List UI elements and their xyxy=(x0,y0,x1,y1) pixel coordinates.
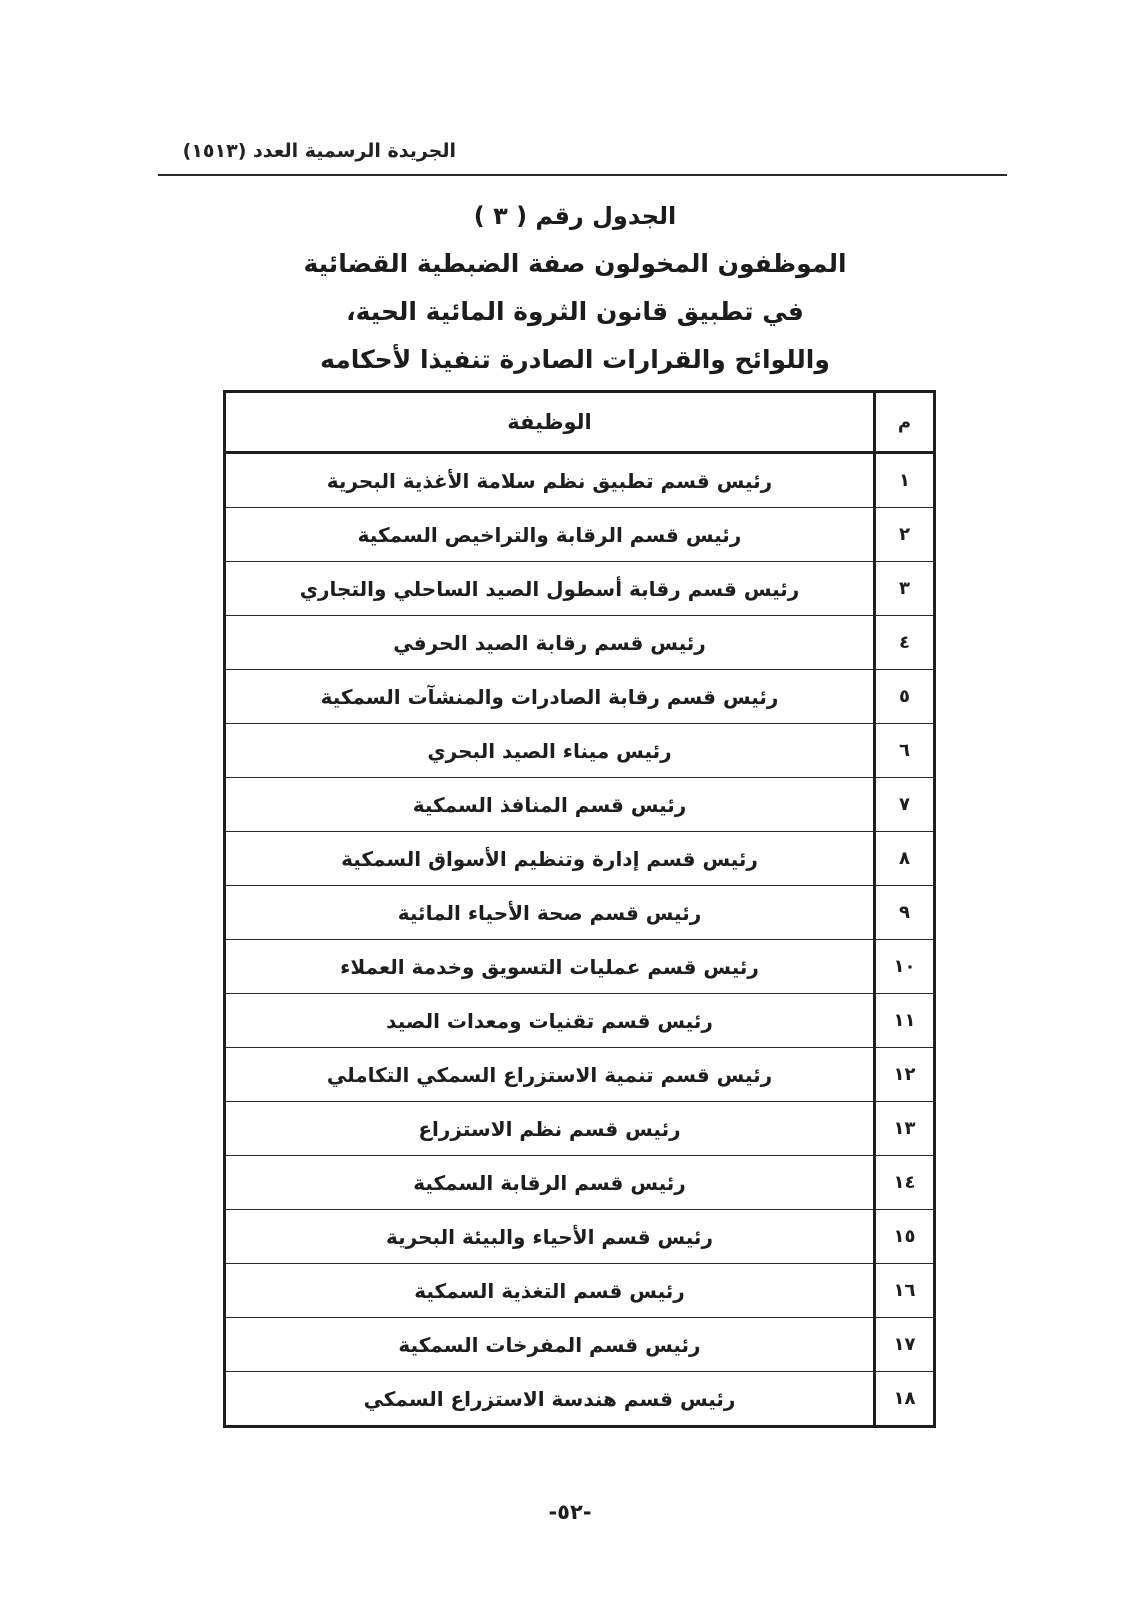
table-row xyxy=(225,1372,935,1427)
table-row xyxy=(225,562,935,616)
row-number-cell: ١٧ xyxy=(875,1318,935,1372)
job-title-cell: رئيس قسم هندسة الاستزراع السمكي xyxy=(225,1372,875,1427)
row-number-cell: ٥ xyxy=(875,670,935,724)
job-title-cell: رئيس قسم المفرخات السمكية xyxy=(225,1318,875,1372)
job-title-cell: رئيس قسم رقابة أسطول الصيد الساحلي والتجاري xyxy=(225,562,875,616)
job-title-cell: رئيس قسم التغذية السمكية xyxy=(225,1264,875,1318)
title-line-2: في تطبيق قانون الثروة المائية الحية، xyxy=(346,297,804,326)
title-line-3: واللوائح والقرارات الصادرة تنفيذا لأحكامه xyxy=(320,345,830,374)
job-title-cell: رئيس قسم المنافذ السمكية xyxy=(225,778,875,832)
table-row xyxy=(225,508,935,562)
row-number-cell: ١٠ xyxy=(875,940,935,994)
job-title-cell: رئيس قسم صحة الأحياء المائية xyxy=(225,886,875,940)
row-number-cell: ٦ xyxy=(875,724,935,778)
table-title-block xyxy=(200,192,950,384)
row-number-cell: ١٤ xyxy=(875,1156,935,1210)
row-number-cell: ١٦ xyxy=(875,1264,935,1318)
row-number-cell: ١٢ xyxy=(875,1048,935,1102)
table-row xyxy=(225,1048,935,1102)
table-row xyxy=(225,616,935,670)
job-title-cell: رئيس قسم رقابة الصيد الحرفي xyxy=(225,616,875,670)
column-header-job: الوظيفة xyxy=(225,392,875,453)
job-title-cell: رئيس قسم عمليات التسويق وخدمة العملاء xyxy=(225,940,875,994)
jobs-table-body xyxy=(225,453,935,1427)
row-number-cell: ٤ xyxy=(875,616,935,670)
table-row xyxy=(225,1156,935,1210)
job-title-cell: رئيس قسم الأحياء والبيئة البحرية xyxy=(225,1210,875,1264)
job-title-cell: رئيس قسم نظم الاستزراع xyxy=(225,1102,875,1156)
job-title-cell: رئيس قسم تنمية الاستزراع السمكي التكاملي xyxy=(225,1048,875,1102)
table-number-title: الجدول رقم ( ٣ ) xyxy=(473,202,677,230)
job-title-cell: رئيس قسم تقنيات ومعدات الصيد xyxy=(225,994,875,1048)
table-row xyxy=(225,886,935,940)
title-line-1: الموظفون المخولون صفة الضبطية القضائية xyxy=(303,249,847,278)
table-row xyxy=(225,1264,935,1318)
page-number: -٥٢- xyxy=(548,1500,592,1524)
table-row xyxy=(225,940,935,994)
row-number-cell: ١٥ xyxy=(875,1210,935,1264)
row-number-cell: ١ xyxy=(875,453,935,508)
row-number-cell: ٢ xyxy=(875,508,935,562)
table-row xyxy=(225,1102,935,1156)
table-row xyxy=(225,1318,935,1372)
row-number-cell: ١١ xyxy=(875,994,935,1048)
jobs-table xyxy=(223,390,936,1428)
row-number-cell: ٧ xyxy=(875,778,935,832)
table-row xyxy=(225,994,935,1048)
job-title-cell: رئيس قسم الرقابة والتراخيص السمكية xyxy=(225,508,875,562)
job-title-cell: رئيس قسم الرقابة السمكية xyxy=(225,1156,875,1210)
column-header-number: م xyxy=(875,392,935,453)
row-number-cell: ١٣ xyxy=(875,1102,935,1156)
running-header: الجريدة الرسمية العدد (١٥١٣) xyxy=(182,140,456,162)
row-number-cell: ٣ xyxy=(875,562,935,616)
job-title-cell: رئيس قسم إدارة وتنظيم الأسواق السمكية xyxy=(225,832,875,886)
job-title-cell: رئيس ميناء الصيد البحري xyxy=(225,724,875,778)
table-row xyxy=(225,453,935,508)
table-row xyxy=(225,724,935,778)
table-header-row xyxy=(225,392,935,453)
row-number-cell: ٩ xyxy=(875,886,935,940)
job-title-cell: رئيس قسم رقابة الصادرات والمنشآت السمكية xyxy=(225,670,875,724)
header-divider xyxy=(158,174,1007,176)
row-number-cell: ٨ xyxy=(875,832,935,886)
table-row xyxy=(225,670,935,724)
job-title-cell: رئيس قسم تطبيق نظم سلامة الأغذية البحرية xyxy=(225,453,875,508)
table-row xyxy=(225,1210,935,1264)
table-row xyxy=(225,778,935,832)
table-row xyxy=(225,832,935,886)
row-number-cell: ١٨ xyxy=(875,1372,935,1427)
